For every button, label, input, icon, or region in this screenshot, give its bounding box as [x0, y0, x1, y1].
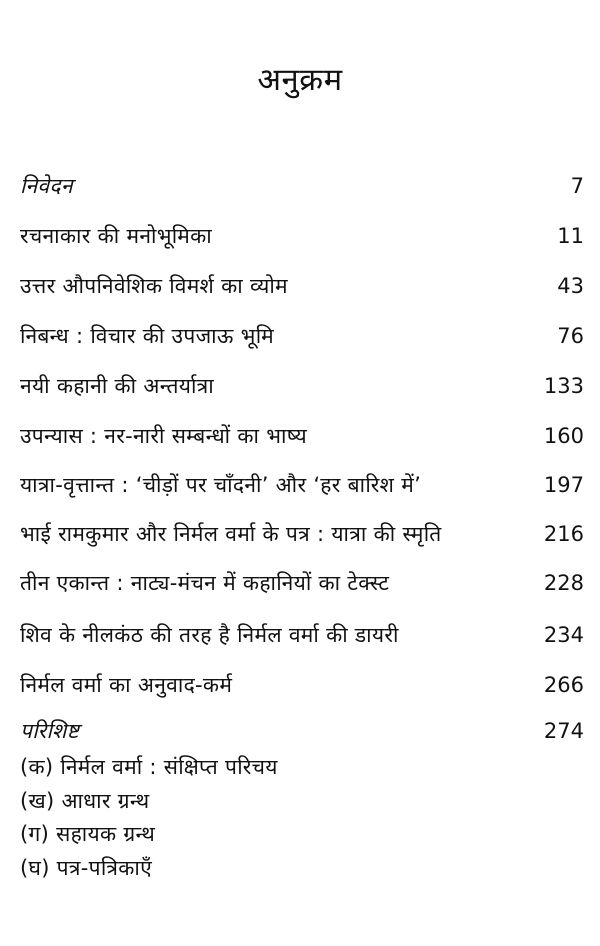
- toc-entry-page: 7: [570, 174, 584, 198]
- toc-entry-label: नयी कहानी की अन्तर्यात्रा: [20, 374, 215, 398]
- toc-entry-label: उपन्यास : नर-नारी सम्बन्धों का भाष्य: [20, 424, 307, 448]
- toc-entry: [20, 271, 584, 301]
- toc-entry-label: उत्तर औपनिवेशिक विमर्श का व्योम: [20, 274, 288, 298]
- toc-entry-label: निबन्ध : विचार की उपजाऊ भूमि: [20, 324, 275, 348]
- toc-entry-label: भाई रामकुमार और निर्मल वर्मा के पत्र : यात्रा की स्मृति: [20, 522, 442, 546]
- toc-entry: [20, 519, 584, 549]
- toc-entry-appendix: [20, 716, 584, 746]
- toc-entry: [20, 321, 584, 351]
- toc-entry-label: रचनाकार की मनोभूमिका: [20, 224, 212, 248]
- toc-entry-page: 234: [543, 623, 584, 647]
- appendix-item: (घ) पत्र-पत्रिकाएँ: [20, 856, 153, 880]
- toc-entry: [20, 371, 584, 401]
- toc-entry-label: तीन एकान्त : नाट्य-मंचन में कहानियों का टेक्स्ट: [20, 571, 390, 595]
- toc-entry: [20, 568, 584, 598]
- toc-entry-page: 76: [557, 324, 584, 348]
- toc-entry-page: 133: [543, 374, 584, 398]
- toc-entry-page: 216: [543, 522, 584, 546]
- toc-entry-page: 266: [543, 673, 584, 697]
- toc-entry-page: 11: [557, 224, 584, 248]
- toc-entry-page: 160: [543, 424, 584, 448]
- toc-entry-preface: [20, 171, 584, 201]
- toc-entry: [20, 620, 584, 650]
- page-title: अनुक्रम: [257, 62, 343, 98]
- toc-entry-page: 228: [543, 571, 584, 595]
- appendix-item: (क) निर्मल वर्मा : संक्षिप्त परिचय: [20, 755, 278, 779]
- toc-entry: [20, 470, 584, 500]
- toc-entry: [20, 221, 584, 251]
- toc-entry-page: 274: [543, 719, 584, 743]
- toc-entry-label: परिशिष्ट: [20, 719, 80, 743]
- toc-entry-page: 43: [557, 274, 584, 298]
- toc-entry-label: निर्मल वर्मा का अनुवाद-कर्म: [20, 673, 233, 697]
- toc-entry-label: शिव के नीलकंठ की तरह है निर्मल वर्मा की डायरी: [20, 623, 399, 647]
- toc-entry: [20, 670, 584, 700]
- toc-entry: [20, 421, 584, 451]
- appendix-item: (ग) सहायक ग्रन्थ: [20, 822, 156, 846]
- toc-entry-label: निवेदन: [20, 174, 73, 198]
- toc-entry-page: 197: [543, 473, 584, 497]
- toc-entry-label: यात्रा-वृत्तान्त : ‘चीड़ों पर चाँदनी’ और ‘हर बारिश में’: [20, 473, 422, 497]
- appendix-item: (ख) आधार ग्रन्थ: [20, 789, 150, 813]
